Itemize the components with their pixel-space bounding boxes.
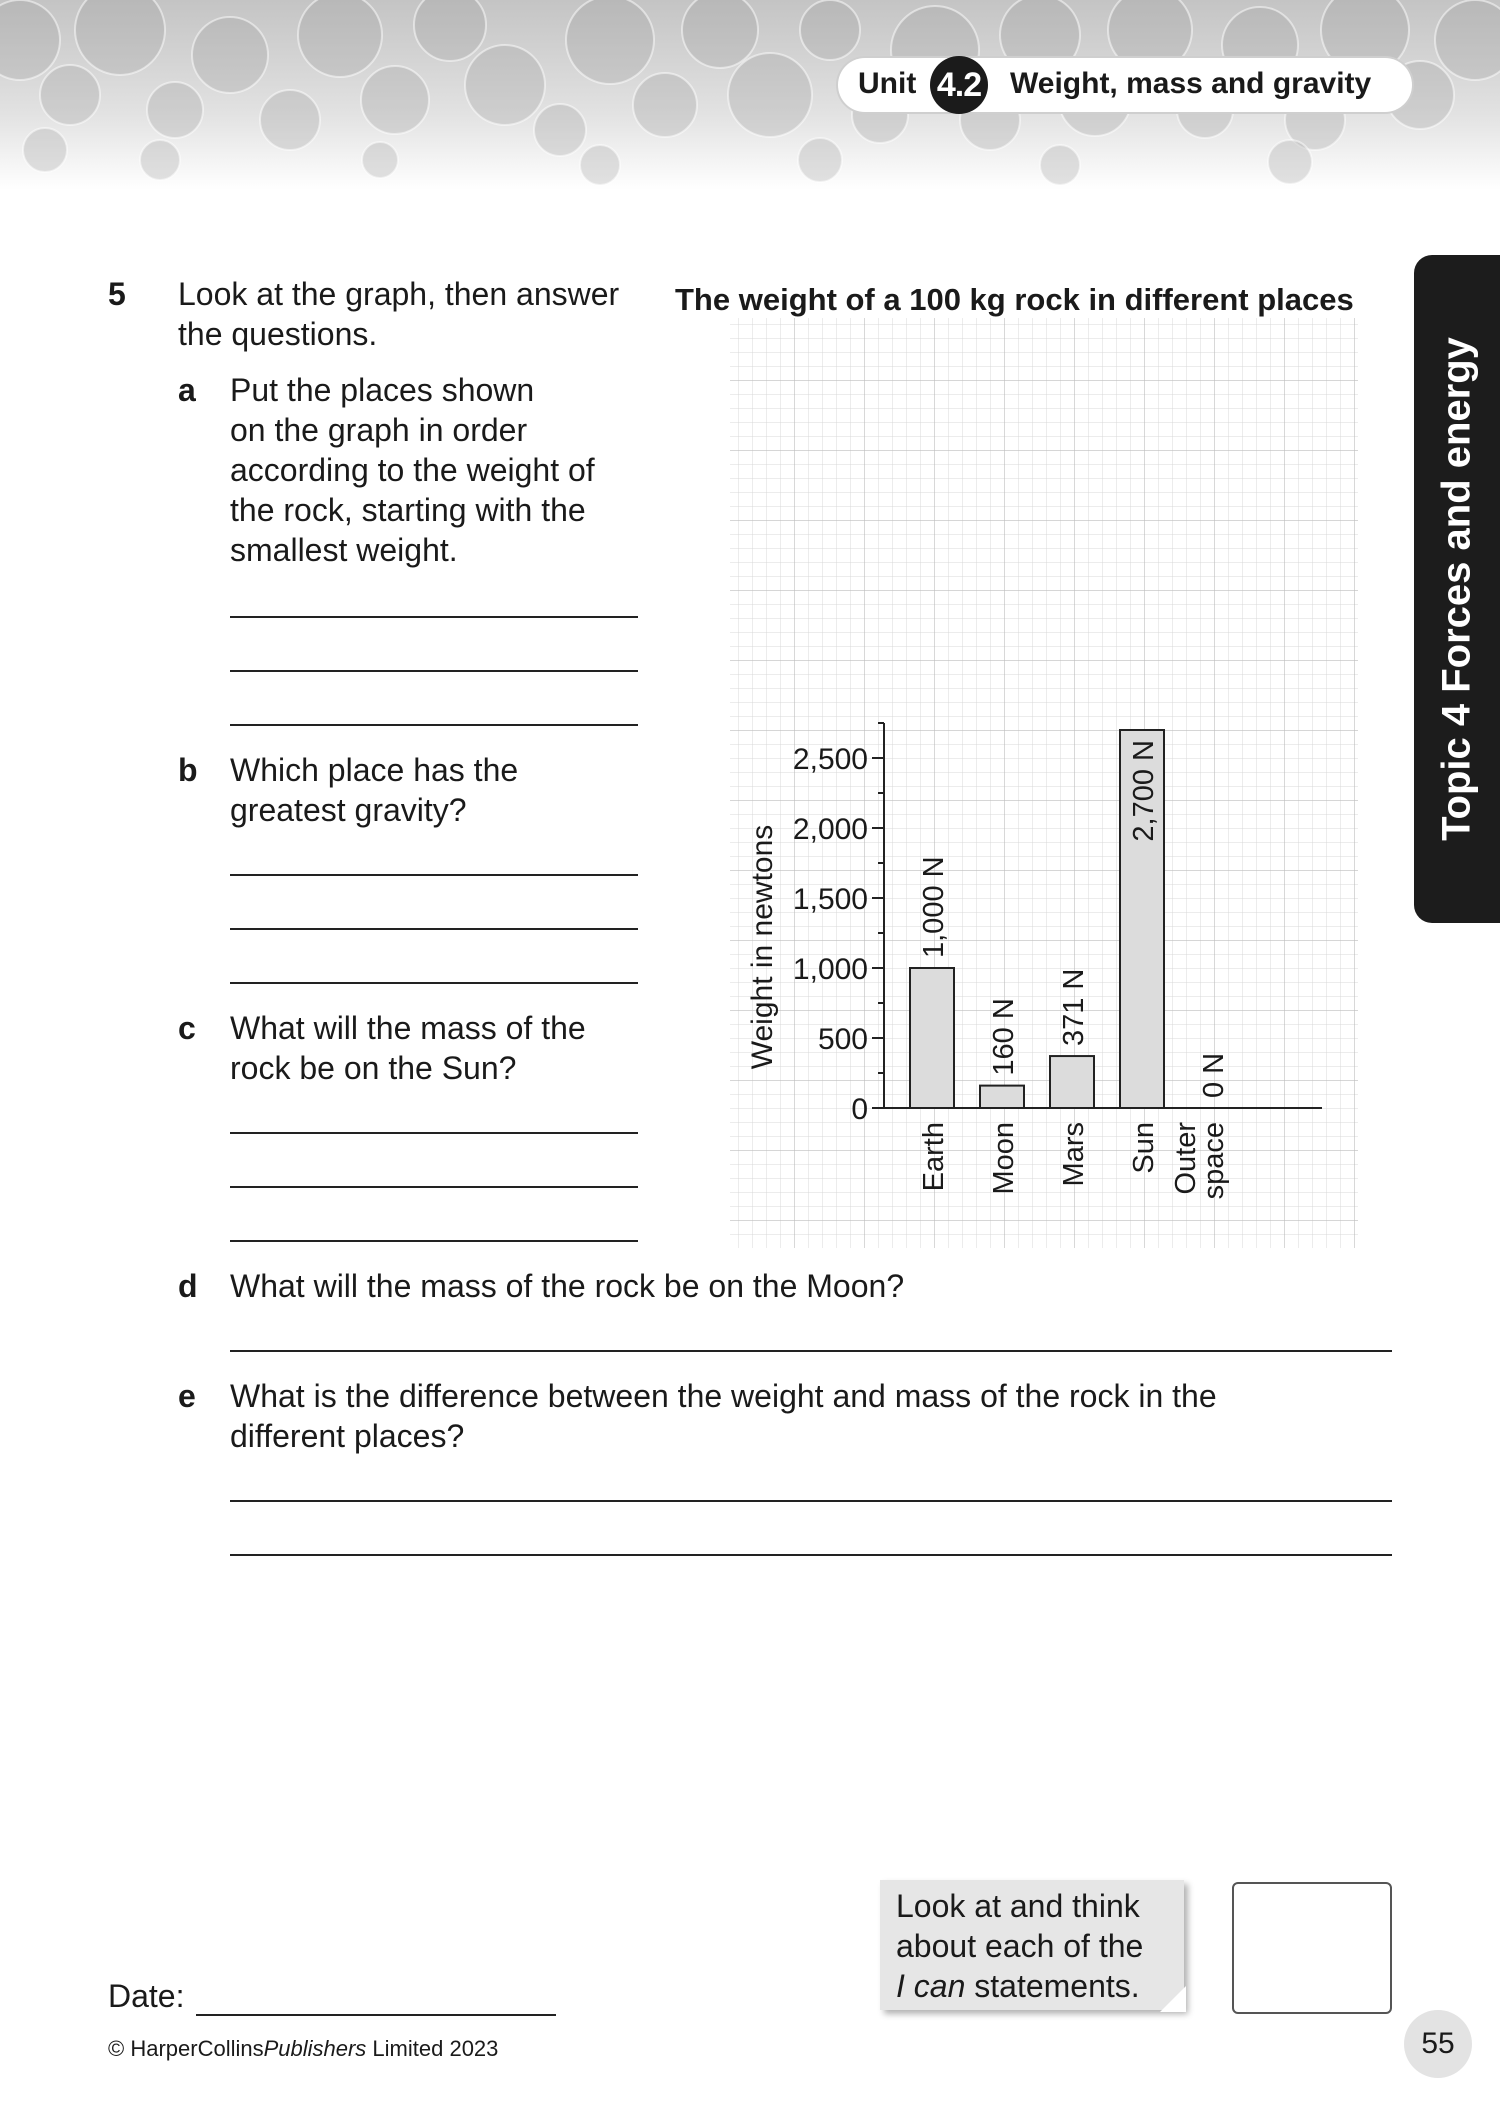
bar-earth: [910, 968, 954, 1108]
bar-mars: [1050, 1056, 1094, 1108]
part-a-text: according to the weight of: [230, 452, 595, 488]
question-intro: Look at the graph, then answer: [178, 276, 620, 312]
x-category-label: Outer: [1170, 1122, 1202, 1195]
unit-title: Weight, mass and gravity: [1010, 67, 1372, 100]
part-letter-c: c: [178, 1010, 196, 1046]
part-e-text: different places?: [230, 1418, 465, 1454]
decor-circle: [798, 138, 842, 182]
answer-line-e2[interactable]: [230, 1554, 1392, 1556]
part-a-text: Put the places shown: [230, 372, 535, 408]
hint-line-rest: statements.: [965, 1968, 1140, 2004]
x-category-label: Mars: [1058, 1122, 1090, 1187]
part-e-text: What is the difference between the weight and mass of the rock in the: [230, 1378, 1217, 1414]
page-number: 55: [1404, 2010, 1472, 2078]
bar-value-label: 371 N: [1058, 968, 1090, 1047]
x-category-label: space: [1198, 1122, 1230, 1200]
decor-circle: [414, 0, 486, 61]
copyright-suffix: Limited 2023: [366, 2036, 499, 2061]
part-b-text: Which place has the: [230, 752, 519, 788]
bar-value-label: 1,000 N: [918, 856, 950, 958]
x-category-label: Earth: [918, 1122, 950, 1192]
decor-circle: [728, 53, 812, 137]
self-assessment-box[interactable]: [1232, 1882, 1392, 2014]
page-curl-corner: [1160, 1986, 1186, 2012]
decor-circle: [362, 142, 398, 178]
decor-circle: [566, 0, 654, 84]
answer-line-c2[interactable]: [230, 1186, 638, 1188]
y-tick-label: 500: [817, 1023, 868, 1056]
hint-note: [880, 1880, 1184, 2010]
decor-circle: [465, 45, 545, 125]
part-a-text: the rock, starting with the: [230, 492, 586, 528]
answer-line-c3[interactable]: [230, 1240, 638, 1242]
y-tick-label: 2,500: [792, 743, 868, 776]
copyright: [108, 2036, 498, 2062]
decor-circle: [580, 145, 620, 185]
part-b-text: greatest gravity?: [230, 792, 467, 828]
answer-line-c1[interactable]: [230, 1132, 638, 1134]
unit-word: Unit: [858, 67, 917, 100]
question-number: 5: [108, 276, 126, 312]
part-c-text: What will the mass of the: [230, 1010, 586, 1046]
decor-circle: [633, 73, 697, 137]
decor-circle: [298, 0, 382, 77]
answer-line-a3[interactable]: [230, 724, 638, 726]
part-letter-e: e: [178, 1378, 196, 1414]
decor-circle: [800, 0, 860, 60]
part-d-text: What will the mass of the rock be on the Moon?: [230, 1268, 905, 1304]
part-c-text: rock be on the Sun?: [230, 1050, 517, 1086]
answer-line-a1[interactable]: [230, 616, 638, 618]
decor-circle: [534, 104, 586, 156]
bar-value-label: 160 N: [988, 998, 1020, 1076]
unit-badge: [838, 58, 1412, 112]
answer-line-a2[interactable]: [230, 670, 638, 672]
date-label: Date:: [108, 1978, 185, 2014]
copyright-italic: Publishers: [263, 2036, 367, 2061]
copyright-prefix: © HarperCollins: [108, 2036, 264, 2061]
bar-value-label: 0 N: [1198, 1052, 1230, 1098]
answer-line-e1[interactable]: [230, 1500, 1392, 1502]
part-a-text: smallest weight.: [230, 532, 458, 568]
question-intro: the questions.: [178, 316, 378, 352]
y-tick-label: 1,500: [792, 883, 868, 916]
answer-line-b1[interactable]: [230, 874, 638, 876]
hint-line: about each of the: [896, 1928, 1144, 1964]
answer-line-b2[interactable]: [230, 928, 638, 930]
decor-circle: [140, 140, 180, 180]
part-letter-a: a: [178, 372, 196, 408]
decor-circle: [361, 66, 429, 134]
y-axis-label: Weight in newtons: [746, 824, 779, 1070]
decor-circle: [260, 90, 320, 150]
hint-italic: I can: [896, 1968, 966, 2004]
y-tick-label: 0: [851, 1093, 868, 1126]
x-category-label: Moon: [988, 1122, 1020, 1195]
decor-circle: [23, 128, 67, 172]
bar-value-label: 2,700 N: [1128, 740, 1160, 842]
decor-circle: [147, 82, 203, 138]
decor-circle: [1268, 140, 1312, 184]
date-field[interactable]: [196, 2014, 556, 2016]
decor-circle: [40, 65, 100, 125]
hint-line: Look at and think: [896, 1888, 1140, 1924]
bar-moon: [980, 1086, 1024, 1108]
decor-circle: [1040, 145, 1080, 185]
unit-number: 4.2: [930, 56, 988, 114]
y-tick-label: 2,000: [792, 813, 868, 846]
chart-title: The weight of a 100 kg rock in different places: [675, 282, 1354, 317]
x-category-label: Sun: [1128, 1122, 1160, 1174]
decor-circle: [682, 0, 758, 68]
part-letter-b: b: [178, 752, 198, 788]
topic-label: Topic 4 Forces and energy: [1434, 337, 1479, 841]
y-tick-label: 1,000: [792, 953, 868, 986]
answer-line-b3[interactable]: [230, 982, 638, 984]
topic-side-tab: [1414, 255, 1500, 923]
decor-circle: [192, 17, 268, 93]
hint-line: [896, 1966, 1186, 2006]
part-a-text: on the graph in order: [230, 412, 528, 448]
weight-bar-chart: [675, 282, 1400, 1260]
answer-line-d1[interactable]: [230, 1350, 1392, 1352]
part-letter-d: d: [178, 1268, 198, 1304]
